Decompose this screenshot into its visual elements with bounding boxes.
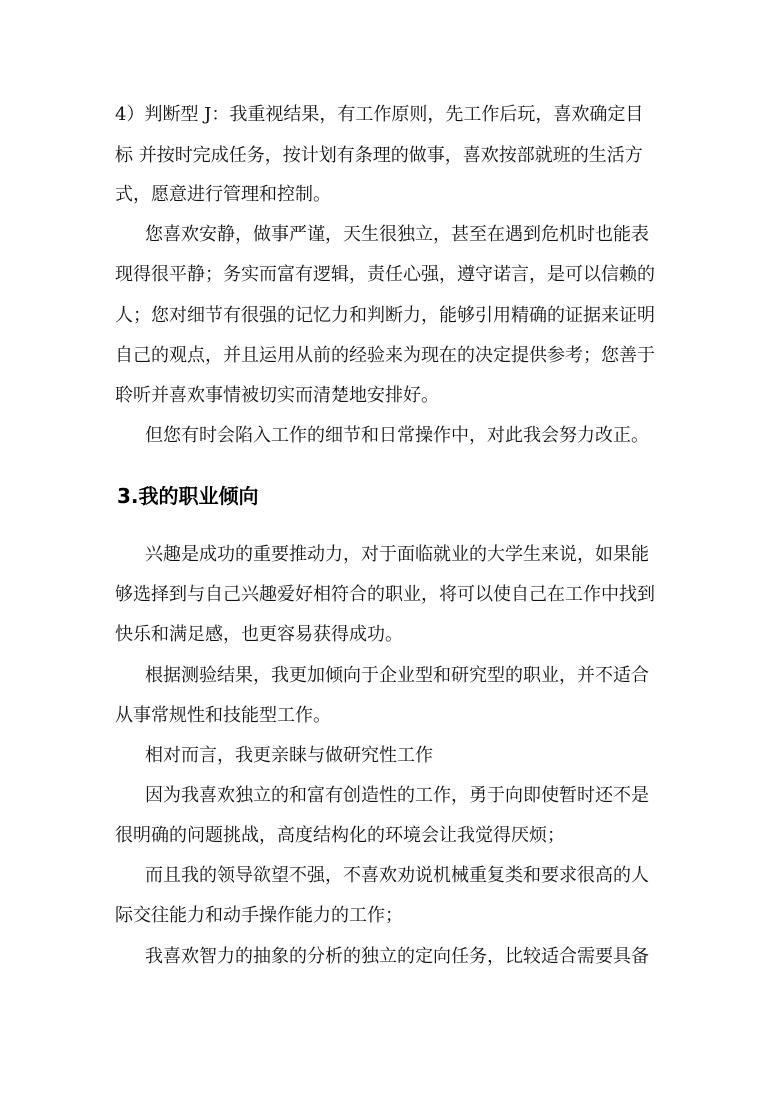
text-line: 但您有时会陷入工作的细节和日常操作中，对此我会努力改正。 <box>145 425 649 446</box>
text-line: 相对而言，我更亲睐与做研究性工作 <box>145 745 433 766</box>
text-line: 兴趣是成功的重要推动力，对于面临就业的大学生来说，如果能 <box>145 544 649 565</box>
text-line: 自己的观点，并且运用从前的经验来为现在的决定提供参考；您善于 <box>115 345 655 366</box>
text-line: 际交往能力和动手操作能力的工作； <box>115 905 403 926</box>
text-line: 人；您对细节有很强的记忆力和判断力，能够引用精确的证据来证明 <box>115 305 655 326</box>
text-line: 式，愿意进行管理和控制。 <box>115 184 331 205</box>
text-line: 够选择到与自己兴趣爱好相符合的职业，将可以使自己在工作中找到 <box>115 584 655 605</box>
text-line: 因为我喜欢独立的和富有创造性的工作，勇于向即使暂时还不是 <box>145 785 649 806</box>
text-line: 现得很平静；务实而富有逻辑，责任心强，遵守诺言，是可以信赖的 <box>115 264 655 285</box>
text-line: 4）判断型 J：我重视结果，有工作原则，先工作后玩，喜欢确定目 <box>115 104 644 125</box>
text-line: 而且我的领导欲望不强，不喜欢劝说机械重复类和要求很高的人 <box>145 865 649 886</box>
text-line: 您喜欢安静，做事严谨，天生很独立，甚至在遇到危机时也能表 <box>145 224 649 245</box>
text-line: 我喜欢智力的抽象的分析的独立的定向任务，比较适合需要具备 <box>145 946 649 967</box>
text-line: 快乐和满足感，也更容易获得成功。 <box>115 624 403 645</box>
section-heading: 3.我的职业倾向 <box>117 484 259 508</box>
text-line: 从事常规性和技能型工作。 <box>115 705 331 726</box>
text-line: 根据测验结果，我更加倾向于企业型和研究型的职业，并不适合 <box>145 665 649 686</box>
text-line: 聆听并喜欢事情被切实而清楚地安排好。 <box>115 385 439 406</box>
text-line: 标 并按时完成任务，按计划有条理的做事，喜欢按部就班的生活方 <box>115 145 643 166</box>
text-line: 很明确的问题挑战，高度结构化的环境会让我觉得厌烦； <box>115 825 565 846</box>
